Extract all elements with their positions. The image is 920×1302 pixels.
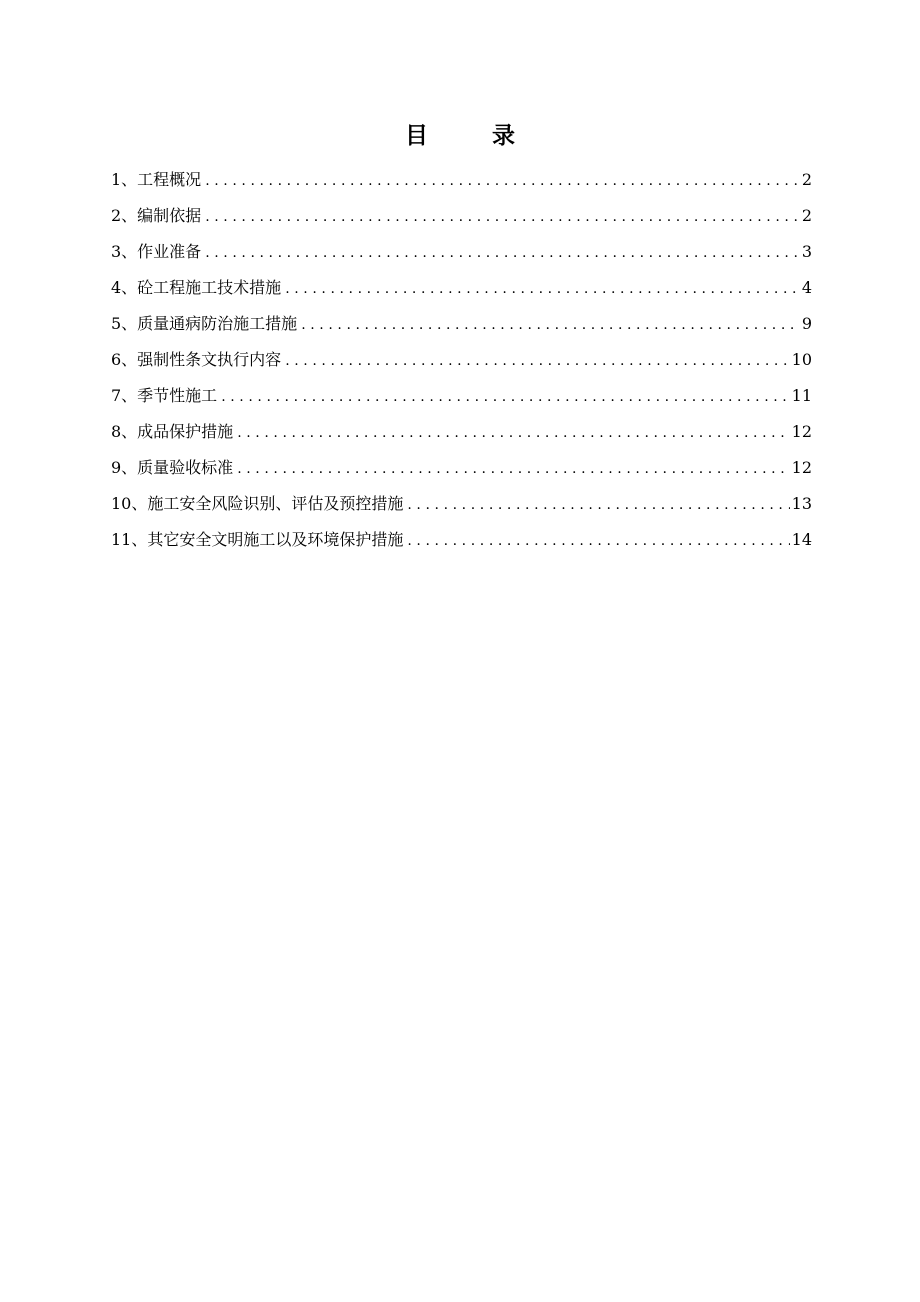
toc-entry-label: 7、季节性施工: [111, 386, 218, 405]
toc-entry-page: 11: [791, 386, 812, 405]
toc-leader-dots: [205, 199, 800, 235]
toc-entry-label: 3、作业准备: [111, 242, 202, 261]
toc-leader-dots: [237, 415, 789, 451]
toc-entry-page: 10: [791, 350, 812, 369]
toc-leader-dots: [205, 235, 800, 271]
toc-entry-page: 12: [791, 422, 812, 441]
toc-entry-label: 9、质量验收标准: [111, 458, 234, 477]
toc-entry-label: 8、成品保护措施: [111, 422, 234, 441]
toc-entry-page: 3: [801, 242, 812, 261]
toc-entry-10[interactable]: [111, 486, 812, 522]
toc-entry-7[interactable]: [111, 378, 812, 414]
toc-entry-page: 4: [801, 278, 812, 297]
toc-list: [111, 162, 812, 558]
toc-leader-dots: [205, 163, 800, 199]
toc-entry-2[interactable]: [111, 198, 812, 234]
toc-leader-dots: [285, 271, 800, 307]
toc-title-char-1: 目: [405, 122, 428, 149]
toc-title: [0, 118, 920, 154]
toc-entry-page: 14: [791, 530, 812, 549]
toc-entry-label: 6、强制性条文执行内容: [111, 350, 282, 369]
toc-entry-1[interactable]: [111, 162, 812, 198]
toc-entry-page: 12: [791, 458, 812, 477]
toc-entry-label: 2、编制依据: [111, 206, 202, 225]
toc-entry-label: 11、其它安全文明施工以及环境保护措施: [111, 530, 404, 549]
toc-entry-4[interactable]: [111, 270, 812, 306]
toc-entry-page: 9: [801, 314, 812, 333]
toc-entry-3[interactable]: [111, 234, 812, 270]
toc-entry-9[interactable]: [111, 450, 812, 486]
toc-leader-dots: [237, 451, 789, 487]
toc-title-char-2: 录: [492, 122, 515, 149]
toc-leader-dots: [285, 343, 789, 379]
toc-entry-label: 4、砼工程施工技术措施: [111, 278, 282, 297]
toc-entry-label: 1、工程概况: [111, 170, 202, 189]
toc-entry-5[interactable]: [111, 306, 812, 342]
toc-entry-page: 2: [801, 170, 812, 189]
toc-leader-dots: [407, 487, 789, 523]
toc-entry-label: 10、施工安全风险识别、评估及预控措施: [111, 494, 404, 513]
toc-leader-dots: [301, 307, 800, 343]
toc-leader-dots: [221, 379, 789, 415]
toc-entry-page: 13: [791, 494, 812, 513]
toc-entry-11[interactable]: [111, 522, 812, 558]
toc-entry-page: 2: [801, 206, 812, 225]
toc-entry-label: 5、质量通病防治施工措施: [111, 314, 298, 333]
toc-entry-8[interactable]: [111, 414, 812, 450]
toc-entry-6[interactable]: [111, 342, 812, 378]
toc-leader-dots: [407, 523, 789, 559]
